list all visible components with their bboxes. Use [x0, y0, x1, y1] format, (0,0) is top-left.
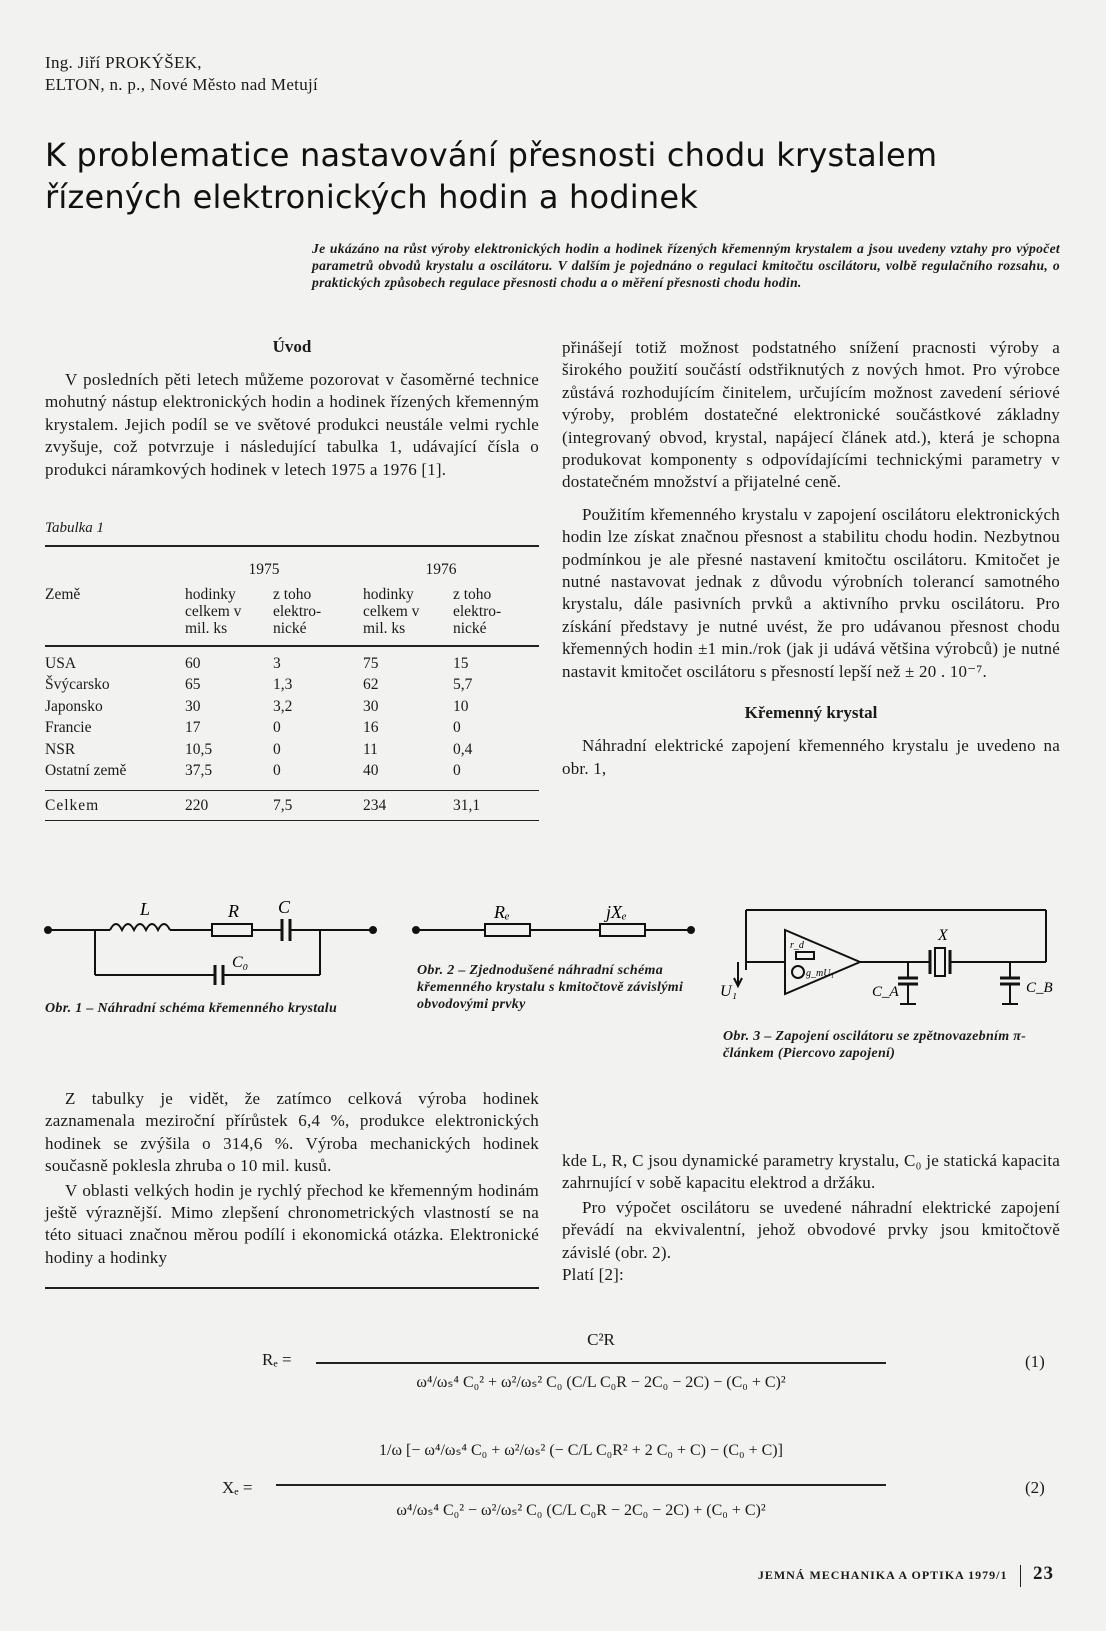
- table-cell-a: 10,5: [185, 740, 213, 758]
- table-cell-a: 30: [185, 697, 201, 715]
- table-row: [45, 739, 539, 761]
- right-paragraph-3: kde L, R, C jsou dynamické parametry krystalu, C₀ je statická kapacita zahrnující v sobě kapacitu elektrod a držáku.: [562, 1151, 1060, 1193]
- right-column-top: [562, 337, 1060, 780]
- label-rd: r_d: [790, 940, 804, 951]
- label-C0: C₀: [232, 954, 249, 971]
- figure-1-schematic: [40, 895, 380, 985]
- equation-2-denominator: ω⁴/ωₛ⁴ C₀² − ω²/ωₛ² C₀ (C/L C₀R − 2C₀ − 2C) + (C₀ + C)²: [396, 1502, 766, 1519]
- table-year-row: [45, 559, 539, 581]
- table-cell-d: 0: [453, 762, 461, 779]
- label-L: L: [140, 899, 151, 919]
- label-R: R: [228, 901, 239, 921]
- equation-2-fraction-bar: [276, 1484, 886, 1486]
- table-cell-a: 17: [185, 719, 201, 736]
- label-C: C: [278, 897, 291, 917]
- table-cell-country: NSR: [45, 740, 76, 758]
- table-total-row: [45, 795, 539, 817]
- table-bottom-rule: [45, 820, 539, 822]
- table-cell-d: 5,7: [453, 676, 473, 693]
- table-cell-d: 15: [453, 654, 469, 672]
- year-1975: 1975: [248, 560, 280, 578]
- table-cell-c: 16: [363, 719, 379, 736]
- equation-2-number: (2): [1025, 1478, 1045, 1497]
- year-1976: 1976: [425, 560, 457, 578]
- table-row: [45, 760, 539, 782]
- abstract: Je ukázáno na růst výroby elektronických hodin a hodinek řízených křemenným krystalem a jsou uvedeny vztahy pro výpočet parametrů obvodů krystalu a oscilátoru. V dalším je pojednáno o regulaci kmitočtu oscilátoru, volbě regulačního rozsahu, o praktických způsobech regulace přesnosti chodu a o měření přesnosti chodu hodin.: [312, 241, 1060, 290]
- table-row: [45, 674, 539, 696]
- table-cell-country: Francie: [45, 719, 92, 736]
- table-mid-rule: [45, 645, 539, 647]
- table-sum-rule: [45, 790, 539, 792]
- total-b: 7,5: [273, 797, 293, 814]
- figure-3-schematic: [720, 900, 1070, 1020]
- label-Re: Rₑ: [494, 902, 510, 922]
- intro-paragraph: V posledních pěti letech můžeme pozorovat v časoměrné technice mohutný nástup elektronických hodin a hodinek řízených křemenným krystalem. Jejich podíl se ve světové produkci neustále velmi rychle zvyšuje, což potvrzuje i následující tabulka 1, udávající čísla o produkci náramkových hodinek v letech 1975 a 1976 [1].: [45, 370, 539, 479]
- column-end-rule: [45, 1287, 539, 1289]
- table-cell-country: Japonsko: [45, 697, 103, 715]
- table-cell-b: 3,2: [273, 697, 293, 715]
- table-label: Tabulka 1: [45, 520, 105, 536]
- label-jXe: jXₑ: [606, 902, 627, 922]
- author-block: [45, 52, 318, 96]
- table-cell-country: Ostatní země: [45, 762, 127, 779]
- table-cell-d: 10: [453, 697, 469, 715]
- table-cell-c: 62: [363, 676, 379, 693]
- equation-2-lhs: Xₑ =: [222, 1478, 253, 1497]
- total-d: 31,1: [453, 797, 481, 814]
- left-paragraph-2: Z tabulky je vidět, že zatímco celková výroba hodinek zaznamenala meziroční přírůstek 6,4 %, produkce elektronických hodinek se zvýšila o 314,6 %. Výroba mechanických hodinek současně poklesla zhruba o 10 mil. kusů.: [45, 1089, 539, 1176]
- author-name: Ing. Jiří PROKÝŠEK,: [45, 53, 202, 72]
- label-X: X: [938, 927, 948, 944]
- header-country: Země: [45, 586, 81, 603]
- right-paragraph-2: Použitím křemenného krystalu v zapojení oscilátoru elektronických hodin lze získat značnou přesnost a stabilitu chodu hodin. Nezbytnou podmínkou je ale přesné nastavení kmitočtu oscilátoru. Kmitočet je nutné nastavovat jednak z důvodu výrobních tolerancí samotného krystalu, dále pasivních prvků a aktivního prvku oscilátoru. Pro získání představy je nutné uvést, že pro udávanou přesnost chodu křemenných hodin ±1 min./rok (jak ji udává většina výrobců) je nutné nastavit kmitočet oscilátoru s přesností lepší než ± 20 . 10⁻⁷.: [562, 504, 1060, 681]
- table-cell-b: 0: [273, 740, 281, 758]
- crystal-heading: Křemenný krystal: [744, 703, 878, 723]
- page-number: 23: [1033, 1563, 1054, 1584]
- crystal-paragraph: Náhradní elektrické zapojení křemenného krystalu je uvedeno na obr. 1,: [562, 736, 1060, 778]
- table-1: [45, 520, 539, 821]
- total-label: Celkem: [45, 797, 100, 814]
- author-affiliation: ELTON, n. p., Nové Město nad Metují: [45, 75, 319, 94]
- table-row: [45, 717, 539, 739]
- right-paragraph-4: Pro výpočet oscilátoru se uvedené náhradní elektrické zapojení převádí na ekvivalentní, jehož obvodové prvky jsou kmitočtově závislé (obr. 2).: [562, 1197, 1060, 1262]
- header-elec-1975: z toho elektro-nické: [273, 586, 322, 637]
- right-paragraph-1: přinášejí totiž možnost podstatného snížení pracnosti výroby a širokého použití součástí odstřiknutých z nových hmot. Pro výrobce zůstává rozhodujícím činitelem, určujícím možnost zavedení sériové výroby, problém dostatečné elektronické součástkové základny (integrovaný obvod, krystal, napájecí článek atd.), která je schopna produkovat komponenty s odpovídajícími technickými parametry v dostatečném množství a přijatelné ceně.: [562, 338, 1060, 492]
- table-body: [45, 559, 539, 638]
- left-column-bottom: [45, 1088, 539, 1289]
- total-a: 220: [185, 797, 209, 814]
- table-cell-b: 3: [273, 654, 281, 672]
- intro-heading: Úvod: [272, 337, 312, 356]
- equation-1-number: (1): [1025, 1352, 1045, 1371]
- table-top-rule: [45, 545, 539, 547]
- label-U1: U₁: [720, 983, 738, 1000]
- header-elec-1976: z toho elektro-nické: [453, 586, 502, 637]
- equation-1-lhs: Rₑ =: [262, 1350, 292, 1369]
- figure-2-schematic: [410, 900, 700, 950]
- label-CB: C_B: [1026, 980, 1053, 996]
- equation-1-numerator: C²R: [587, 1330, 615, 1349]
- table-cell-b: 1,3: [273, 676, 293, 693]
- table-row: [45, 653, 539, 675]
- intro-section: [45, 337, 539, 481]
- header-total-1976: hodinky celkem v mil. ks: [363, 586, 420, 637]
- table-cell-b: 0: [273, 719, 281, 736]
- table-cell-d: 0: [453, 719, 461, 736]
- label-CA: C_A: [872, 984, 899, 1000]
- page-footer: [758, 1563, 1054, 1587]
- table-cell-a: 37,5: [185, 762, 213, 779]
- table-cell-country: USA: [45, 654, 77, 672]
- journal-name: JEMNÁ MECHANIKA A OPTIKA 1979/1: [757, 1568, 1008, 1582]
- figure-3-caption: Obr. 3 – Zapojení oscilátoru se zpětnovazebním π-článkem (Piercovo zapojení): [723, 1029, 1027, 1061]
- table-data: [45, 653, 539, 782]
- figure-2-caption: Obr. 2 – Zjednodušené náhradní schéma křemenného krystalu s kmitočtově závislými obvodovými prvky: [417, 963, 684, 1012]
- table-cell-d: 0,4: [453, 740, 473, 758]
- left-paragraph-3: V oblasti velkých hodin je rychlý přechod ke křemenným hodinám ještě výraznější. Mimo zlepšení chronometrických vlastností se na této situaci značnou měrou podílí i ekonomická otázka. Elektronické hodiny a hodinky: [45, 1180, 539, 1267]
- table-cell-c: 30: [363, 697, 379, 715]
- right-paragraph-5: Platí [2]:: [562, 1265, 624, 1285]
- equation-1-denominator: ω⁴/ωₛ⁴ C₀² + ω²/ωₛ² C₀ (C/L C₀R − 2C₀ − 2C) − (C₀ + C)²: [416, 1374, 786, 1391]
- figure-1-caption: Obr. 1 – Náhradní schéma křemenného krystalu: [45, 1001, 338, 1016]
- table-row: [45, 696, 539, 718]
- table-header-row: [45, 580, 539, 637]
- table-total: [45, 795, 539, 817]
- table-cell-b: 0: [273, 762, 281, 779]
- table-cell-c: 75: [363, 654, 379, 672]
- total-c: 234: [363, 797, 387, 814]
- table-cell-c: 40: [363, 762, 379, 779]
- label-gm: g_mU₁: [806, 968, 834, 979]
- table-cell-country: Švýcarsko: [45, 676, 110, 693]
- equation-1-fraction-bar: [316, 1362, 886, 1364]
- right-column-bottom: [562, 1150, 1060, 1286]
- table-cell-a: 60: [185, 654, 201, 672]
- table-cell-a: 65: [185, 676, 201, 693]
- article-title: K problematice nastavování přesnosti chodu krystalem řízených elektronických hodin a hodinek: [45, 136, 938, 216]
- table-cell-c: 11: [363, 740, 378, 758]
- header-total-1975: hodinky celkem v mil. ks: [185, 586, 242, 637]
- equation-2-numerator: 1/ω [− ω⁴/ωₛ⁴ C₀ + ω²/ωₛ² (− C/L C₀R² + 2 C₀ + C) − (C₀ + C)]: [379, 1442, 783, 1459]
- footer-divider: [1020, 1565, 1022, 1587]
